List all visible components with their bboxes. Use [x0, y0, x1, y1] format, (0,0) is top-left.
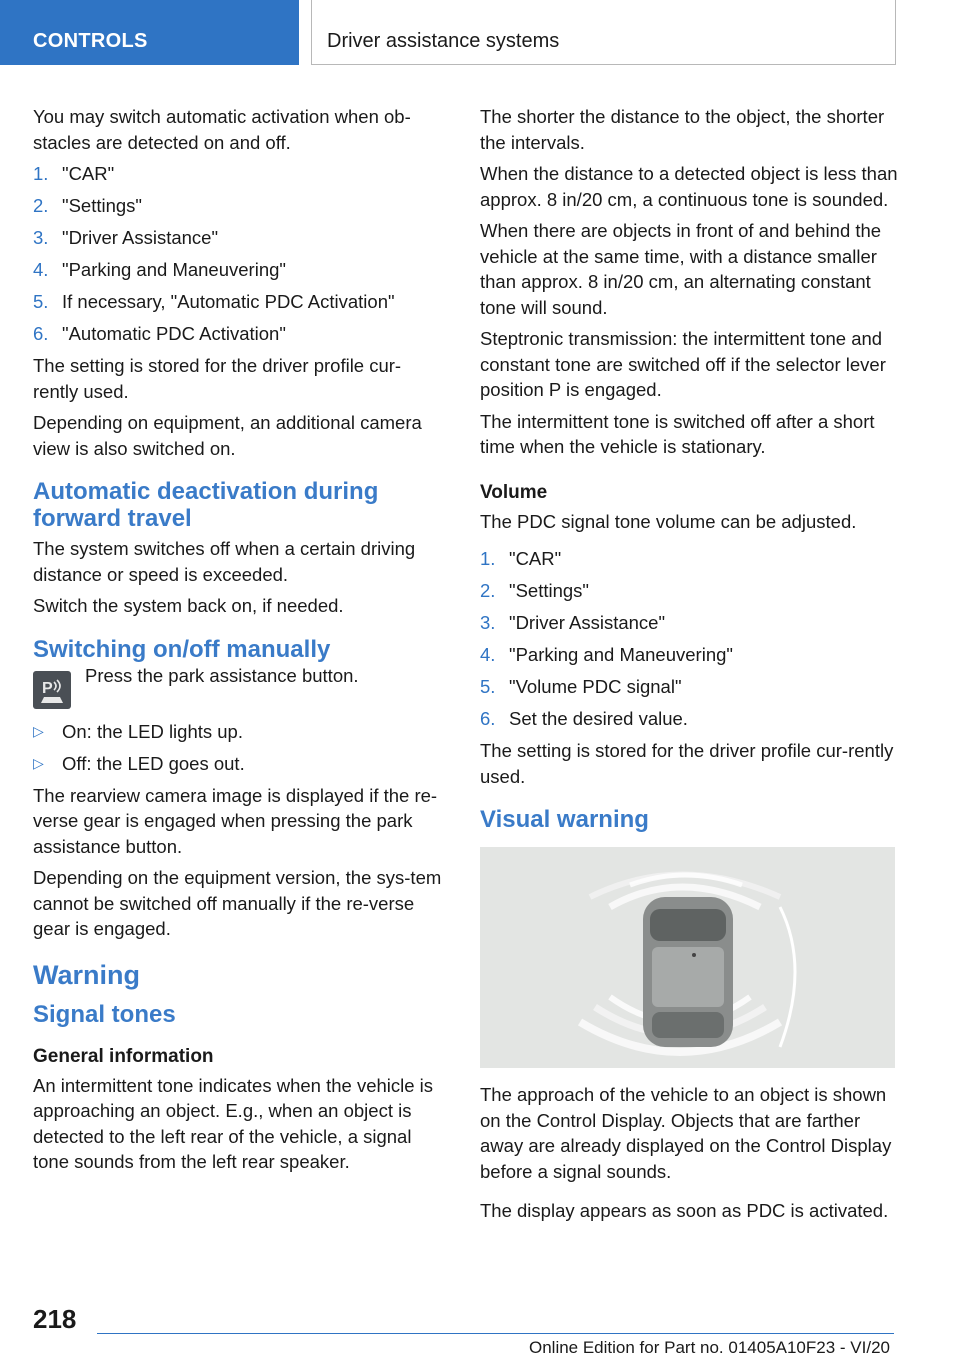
paragraph: Depending on equipment, an additional camera view is also switched on.	[33, 412, 422, 459]
list-item: 3. "Driver Assistance"	[480, 612, 666, 633]
page-number: 218	[33, 1304, 77, 1334]
paragraph: You may switch automatic activation when ob‐stacles are detected on and off.	[33, 106, 411, 153]
header-chapter-box	[311, 0, 896, 65]
list-item: 5. "Volume PDC signal"	[480, 676, 682, 697]
heading-switching-manually: Switching on/off manually	[33, 635, 331, 663]
paragraph: Depending on the equipment version, the sys‐tem cannot be switched off manually if the re‐verse gear is engaged.	[33, 867, 442, 939]
pdc-display-illustration	[480, 847, 895, 1068]
header-chapter-label: Driver assistance systems	[327, 30, 560, 52]
list-item: ▷ Off: the LED goes out.	[33, 752, 245, 774]
list-item: 4. "Parking and Maneuvering"	[33, 259, 286, 280]
paragraph: The setting is stored for the driver profile cur‐rently used.	[33, 355, 402, 402]
left-column	[33, 104, 446, 1181]
paragraph: An intermittent tone indicates when the vehicle is approaching an object. E.g., when an object is detected to the left rear of the vehicle, a signal tone sounds from the left rear speaker.	[33, 1074, 434, 1172]
list-item: 2. "Settings"	[480, 580, 589, 601]
list-item: 5. If necessary, "Automatic PDC Activation"	[33, 291, 395, 312]
list-item: 1. "CAR"	[480, 548, 562, 569]
footer-edition: Online Edition for Part no. 01405A10F23 - VI/20	[528, 1338, 890, 1357]
footer-divider	[97, 1333, 894, 1334]
paragraph: Press the park assistance button.	[85, 664, 359, 686]
list-item: 1. "CAR"	[33, 163, 115, 184]
heading-auto-deactivation: Automatic deactivation during forward travel	[33, 478, 379, 532]
header-section-tab	[0, 0, 299, 65]
paragraph: The approach of the vehicle to an object is shown on the Control Display. Objects that are farther away are already displayed on the Control Display before a signal sounds.	[480, 1084, 892, 1182]
list-item: 2. "Settings"	[33, 195, 142, 216]
paragraph: The system switches off when a certain driving distance or speed is exceeded.	[33, 538, 416, 585]
paragraph: Steptronic transmission: the intermittent tone and constant tone are switched off if the selector lever position P is engaged.	[480, 328, 886, 400]
list-item: 6. "Automatic PDC Activation"	[33, 323, 286, 344]
paragraph: The setting is stored for the driver profile cur‐rently used.	[480, 740, 894, 787]
paragraph: Switch the system back on, if needed.	[33, 595, 344, 616]
list-item: 4. "Parking and Maneuvering"	[480, 644, 733, 665]
paragraph: The intermittent tone is switched off after a short time when the vehicle is stationary.	[480, 410, 875, 457]
list-item: 3. "Driver Assistance"	[33, 227, 219, 248]
paragraph: The display appears as soon as PDC is activated.	[480, 1200, 889, 1221]
paragraph: The PDC signal tone volume can be adjusted.	[480, 510, 857, 532]
pdc-car-graphic	[480, 847, 895, 1068]
bullet-list	[33, 719, 446, 777]
heading-volume: Volume	[480, 481, 548, 503]
paragraph: When there are objects in front of and behind the vehicle at the same time, with a distance smaller than approx. 8 in/20 cm, an alternating constant tone will sound.	[480, 220, 882, 318]
header-section-label: CONTROLS	[33, 30, 148, 52]
svg-text:P: P	[42, 679, 53, 697]
steps-list	[480, 546, 898, 732]
button-instruction	[33, 664, 446, 709]
list-item: ▷ On: the LED lights up.	[33, 720, 243, 742]
heading-warning: Warning	[33, 959, 140, 990]
park-assist-button-icon	[33, 671, 71, 709]
right-column	[480, 104, 898, 1230]
paragraph: The rearview camera image is displayed if the re‐verse gear is engaged when pressing the park assistance button.	[33, 784, 438, 857]
list-item: 6. Set the desired value.	[480, 708, 688, 729]
paragraph: The shorter the distance to the object, the shorter the intervals.	[480, 106, 885, 153]
heading-general-information: General information	[33, 1045, 214, 1067]
steps-list	[33, 161, 446, 347]
paragraph: When the distance to a detected object is less than approx. 8 in/20 cm, a continuous tone is sounded.	[480, 163, 898, 210]
heading-visual-warning: Visual warning	[480, 806, 649, 833]
heading-signal-tones: Signal tones	[33, 1000, 176, 1028]
